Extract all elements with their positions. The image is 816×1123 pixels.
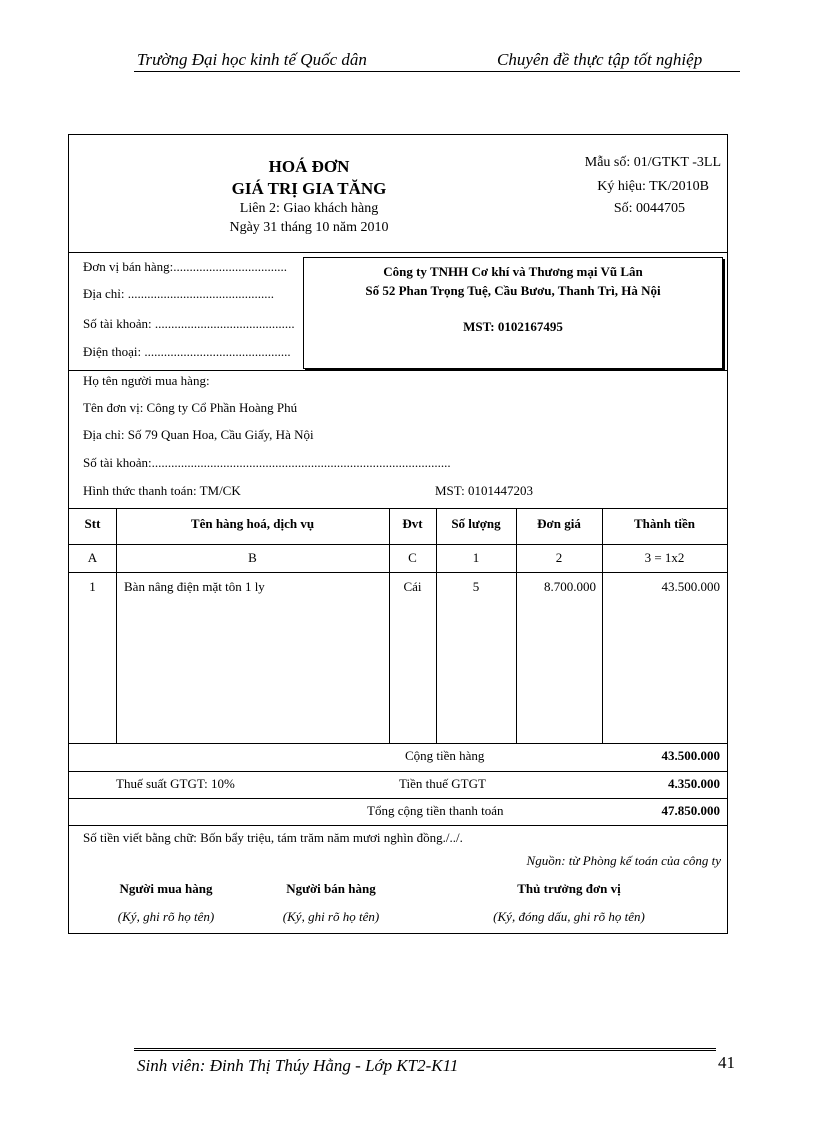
signature-note: (Ký, đóng dấu, ghi rõ họ tên)	[493, 909, 645, 924]
invoice-date: Ngày 31 tháng 10 năm 2010	[229, 220, 389, 235]
signature-title: Thủ trưởng đơn vị	[517, 881, 621, 896]
table-border	[69, 825, 727, 826]
seller-phone-label: Điện thoại: .............................................	[83, 344, 291, 359]
seller-name: Công ty TNHH Cơ khí và Thương mại Vũ Lân	[383, 264, 643, 279]
table-border	[69, 572, 727, 573]
vat-rate: Thuế suất GTGT: 10%	[116, 776, 235, 791]
item-stt: 1	[89, 579, 96, 594]
page-header-school: Trường Đại học kinh tế Quốc dân	[137, 50, 367, 69]
column-code: B	[248, 550, 257, 565]
table-border	[69, 544, 727, 545]
item-amount: 43.500.000	[661, 579, 720, 594]
seller-stamp-box	[303, 257, 723, 369]
table-border	[69, 743, 727, 744]
signature-title: Người mua hàng	[119, 881, 213, 896]
source-note: Nguồn: từ Phòng kế toán của công ty	[526, 853, 721, 868]
grand-total-label: Tổng cộng tiền thanh toán	[367, 803, 504, 818]
signature-note: (Ký, ghi rõ họ tên)	[282, 909, 380, 924]
invoice-copy: Liên 2: Giao khách hàng	[239, 201, 379, 216]
table-border	[69, 508, 727, 509]
signature-title: Người bán hàng	[286, 881, 376, 896]
page-header-title: Chuyên đề thực tập tốt nghiệp	[497, 50, 703, 69]
column-header: Đơn giá	[537, 516, 581, 531]
seller-address: Số 52 Phan Trọng Tuệ, Cầu Bươu, Thanh Trì, Hà Nội	[365, 283, 661, 298]
payment-method: Hình thức thanh toán: TM/CK	[83, 483, 241, 498]
buyer-address: Địa chỉ: Số 79 Quan Hoa, Cầu Giấy, Hà Nội	[83, 427, 314, 442]
invoice-subtitle: GIÁ TRỊ GIA TĂNG	[231, 179, 387, 198]
goods-total-label: Cộng tiền hàng	[405, 748, 485, 763]
invoice-title: HOÁ ĐƠN	[268, 157, 350, 176]
seller-account-label: Số tài khoản: ...........................................	[83, 316, 295, 331]
buyer-tax-code: MST: 0101447203	[435, 483, 533, 498]
vat-amount-label: Tiền thuế GTGT	[399, 776, 486, 791]
column-divider	[516, 508, 517, 743]
column-divider	[436, 508, 437, 743]
column-divider	[602, 508, 603, 743]
column-code: 1	[472, 550, 480, 565]
signature-note: (Ký, ghi rõ họ tên)	[117, 909, 215, 924]
page-number: 41	[718, 1053, 735, 1072]
item-quantity: 5	[472, 579, 480, 594]
invoice-frame	[68, 134, 728, 934]
item-name: Bàn nâng điện mặt tôn 1 ly	[124, 579, 265, 594]
header-rule	[134, 71, 740, 72]
column-divider	[389, 508, 390, 743]
invoice-number: Số: 0044705	[613, 201, 685, 216]
column-divider	[116, 508, 117, 743]
amount-in-words: Số tiền viết bằng chữ: Bốn bẩy triệu, tám trăm năm mươi nghìn đồng./../.	[83, 830, 463, 845]
vat-amount-value: 4.350.000	[668, 776, 720, 791]
table-border	[69, 771, 727, 772]
column-header: Tên hàng hoá, dịch vụ	[190, 516, 315, 531]
buyer-name-label: Họ tên người mua hàng:	[83, 373, 210, 388]
form-number: Mẫu số: 01/GTKT -3LL	[584, 155, 721, 170]
column-code: 2	[555, 550, 563, 565]
column-header: Số lượng	[451, 516, 501, 531]
table-border	[69, 798, 727, 799]
column-code: C	[408, 550, 417, 565]
seller-unit-label: Đơn vị bán hàng:...................................	[83, 259, 288, 274]
invoice-symbol: Ký hiệu: TK/2010B	[597, 179, 709, 194]
footer-rule	[134, 1048, 716, 1051]
seller-address-label: Địa chỉ: .............................................	[83, 286, 275, 301]
divider	[69, 252, 727, 253]
item-unit: Cái	[403, 579, 422, 594]
seller-tax-code: MST: 0102167495	[463, 319, 563, 334]
footer-student: Sinh viên: Đinh Thị Thúy Hằng - Lớp KT2-K11	[137, 1056, 459, 1075]
column-header: Thành tiền	[633, 516, 696, 531]
column-header: Stt	[84, 516, 101, 531]
column-header: Đvt	[402, 516, 423, 531]
item-price: 8.700.000	[544, 579, 596, 594]
column-code: 3 = 1x2	[644, 550, 685, 565]
buyer-account: Số tài khoản:............................................................................................	[83, 455, 451, 470]
buyer-unit: Tên đơn vị: Công ty Cổ Phần Hoàng Phú	[83, 400, 298, 415]
goods-total-value: 43.500.000	[661, 748, 720, 763]
column-code: A	[87, 550, 98, 565]
divider	[69, 370, 727, 371]
grand-total-value: 47.850.000	[661, 803, 720, 818]
